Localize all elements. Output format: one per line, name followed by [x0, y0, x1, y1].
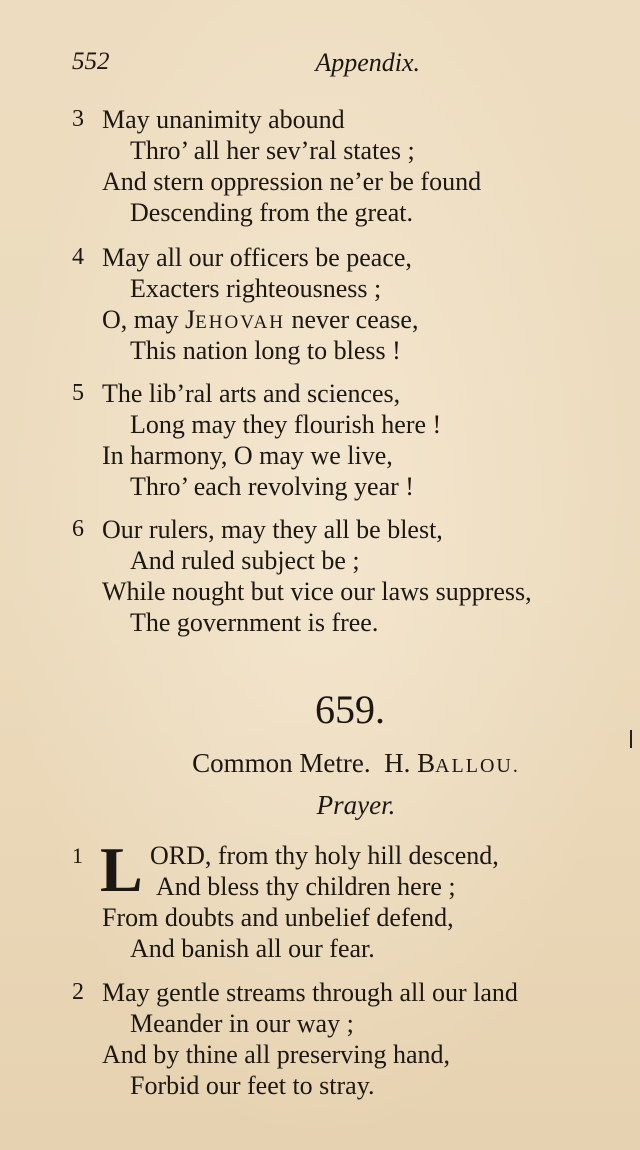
verse-line: May all our officers be peace, — [102, 243, 412, 272]
running-head: Appendix. — [315, 48, 420, 77]
author-surname-cap: B — [417, 748, 436, 778]
verse-line: And by thine all preserving hand, — [102, 1040, 451, 1069]
verse-line: May gentle streams through all our land — [102, 978, 518, 1007]
drop-cap: L — [100, 834, 143, 905]
stanza-6 — [72, 514, 632, 638]
divine-name-initial: J — [185, 305, 196, 334]
stanza-number: 2 — [72, 979, 84, 1005]
stanza-1 — [72, 834, 632, 964]
verse-line: And ruled subject be ; — [130, 546, 360, 575]
verse-line: Long may they flourish here ! — [130, 410, 442, 439]
author-initial: H. — [384, 748, 411, 778]
page-header — [72, 48, 420, 84]
divine-name-rest: EHOVAH — [195, 312, 285, 333]
verse-line: Descending from the great. — [130, 198, 414, 227]
verse-line: Meander in our way ; — [130, 1009, 354, 1038]
verse-line: And stern oppression ne’er be found — [102, 167, 482, 196]
stanza-number: 3 — [72, 106, 84, 132]
stanza-5 — [72, 378, 632, 502]
stanza-number: 5 — [72, 380, 84, 406]
stanza-number: 6 — [72, 516, 84, 542]
verse-line — [102, 304, 418, 338]
verse-fragment: O, may — [102, 305, 179, 334]
verse-line: In harmony, O may we live, — [102, 441, 393, 470]
stanza-4 — [72, 242, 632, 366]
verse-line: Our rulers, may they all be blest, — [102, 515, 443, 544]
verse-line: Thro’ all her sev’ral states ; — [130, 136, 415, 165]
hymn-subject: Prayer. — [316, 790, 396, 820]
stanza-3 — [72, 104, 632, 228]
verse-fragment: never cease, — [291, 305, 419, 334]
verse-line: This nation long to bless ! — [130, 336, 401, 365]
hymn-metre-line — [0, 748, 640, 779]
stanza-number: 1 — [72, 843, 83, 868]
verse-line: While nought but vice our laws suppress, — [102, 577, 532, 606]
verse-line: May unanimity abound — [102, 105, 345, 134]
author-surname-rest: ALLOU. — [435, 755, 520, 777]
verse-line: The government is free. — [130, 608, 379, 637]
verse-line: The lib’ral arts and sciences, — [102, 379, 401, 408]
verse-line: ORD, from thy holy hill descend, — [150, 841, 499, 870]
verse-line: From doubts and unbelief defend, — [102, 903, 454, 932]
page-number: 552 — [72, 48, 110, 75]
verse-line: And bless thy children here ; — [156, 872, 456, 901]
hymn-number: 659. — [315, 687, 385, 732]
stanza-number: 4 — [72, 244, 84, 270]
verse-line: Exacters righteousness ; — [130, 274, 382, 303]
metre-label: Common Metre. — [192, 748, 371, 778]
verse-line: And banish all our fear. — [130, 934, 375, 963]
verse-line: Thro’ each revolving year ! — [130, 472, 414, 501]
stanza-2 — [72, 977, 632, 1101]
verse-line: Forbid our feet to stray. — [130, 1071, 375, 1100]
